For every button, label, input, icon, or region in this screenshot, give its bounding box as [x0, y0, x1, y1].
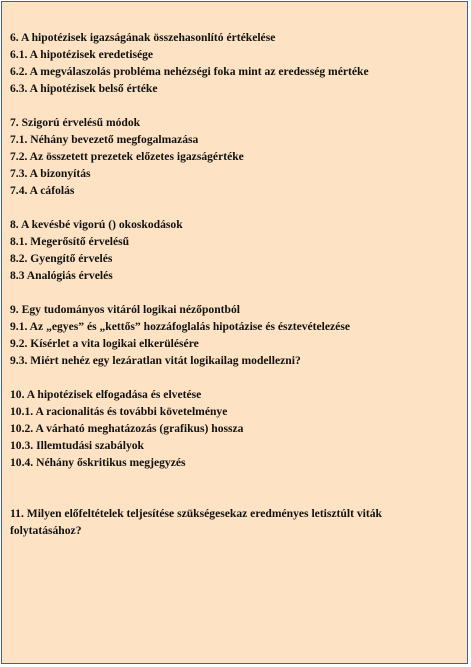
final-question: 11. Milyen előfeltételek teljesítése szükségesekaz eredményes letisztúlt viták folytatásához? [10, 507, 382, 537]
outline-item: 10.2. A várható meghatázozás (grafikus) hossza [10, 422, 244, 435]
outline-item: 9.2. Kísérlet a vita logikai elkerülésére [10, 337, 199, 350]
section-heading: 8. A kevésbé vigorú () okoskodások [10, 218, 183, 231]
outline-item: 9.3. Miért nehéz egy lezáratlan vitát logikailag modellezni? [10, 354, 301, 367]
outline-list [10, 29, 460, 539]
outline-item: 10.3. Illemtudási szabályok [10, 439, 144, 452]
document-page [1, 1, 468, 664]
section-9 [10, 301, 460, 369]
section-10 [10, 386, 460, 471]
outline-item: 10.4. Néhány őskritikus megjegyzés [10, 456, 186, 469]
outline-item: 7.2. Az összetett prezetek előzetes igazságértéke [10, 150, 244, 163]
section-7 [10, 114, 460, 199]
section-heading: 10. A hipotézisek elfogadása és elvetése [10, 388, 202, 401]
outline-item: 9.1. Az „egyes” és „kettős” hozzáfoglalás hipotázise és észtevételezése [10, 320, 350, 333]
outline-item: 7.1. Néhány bevezető megfogalmazása [10, 133, 199, 146]
outline-item: 6.1. A hipotézisek eredetisége [10, 48, 154, 61]
section-6 [10, 29, 460, 97]
outline-item: 8.2. Gyengítő érvelés [10, 252, 113, 265]
section-heading: 7. Szigorú érvelésű módok [10, 116, 141, 129]
section-heading: 6. A hipotézisek igazságának összehasonlító értékelése [10, 31, 276, 44]
outline-item: 8.1. Megerősítő érvelésű [10, 235, 130, 248]
outline-item: 10.1. A racionalitás és további követelménye [10, 405, 228, 418]
section-11 [10, 505, 460, 539]
outline-item: 6.2. A megválaszolás probléma nehézségi foka mint az eredesség mértéke [10, 65, 369, 78]
outline-item: 8.3 Analógiás érvelés [10, 269, 113, 282]
outline-item: 7.3. A bizonyítás [10, 167, 91, 180]
outline-item: 7.4. A cáfolás [10, 184, 75, 197]
outline-item: 6.3. A hipotézisek belső értéke [10, 82, 158, 95]
section-heading: 9. Egy tudományos vitáról logikai nézőpontból [10, 303, 240, 316]
section-8 [10, 216, 460, 284]
